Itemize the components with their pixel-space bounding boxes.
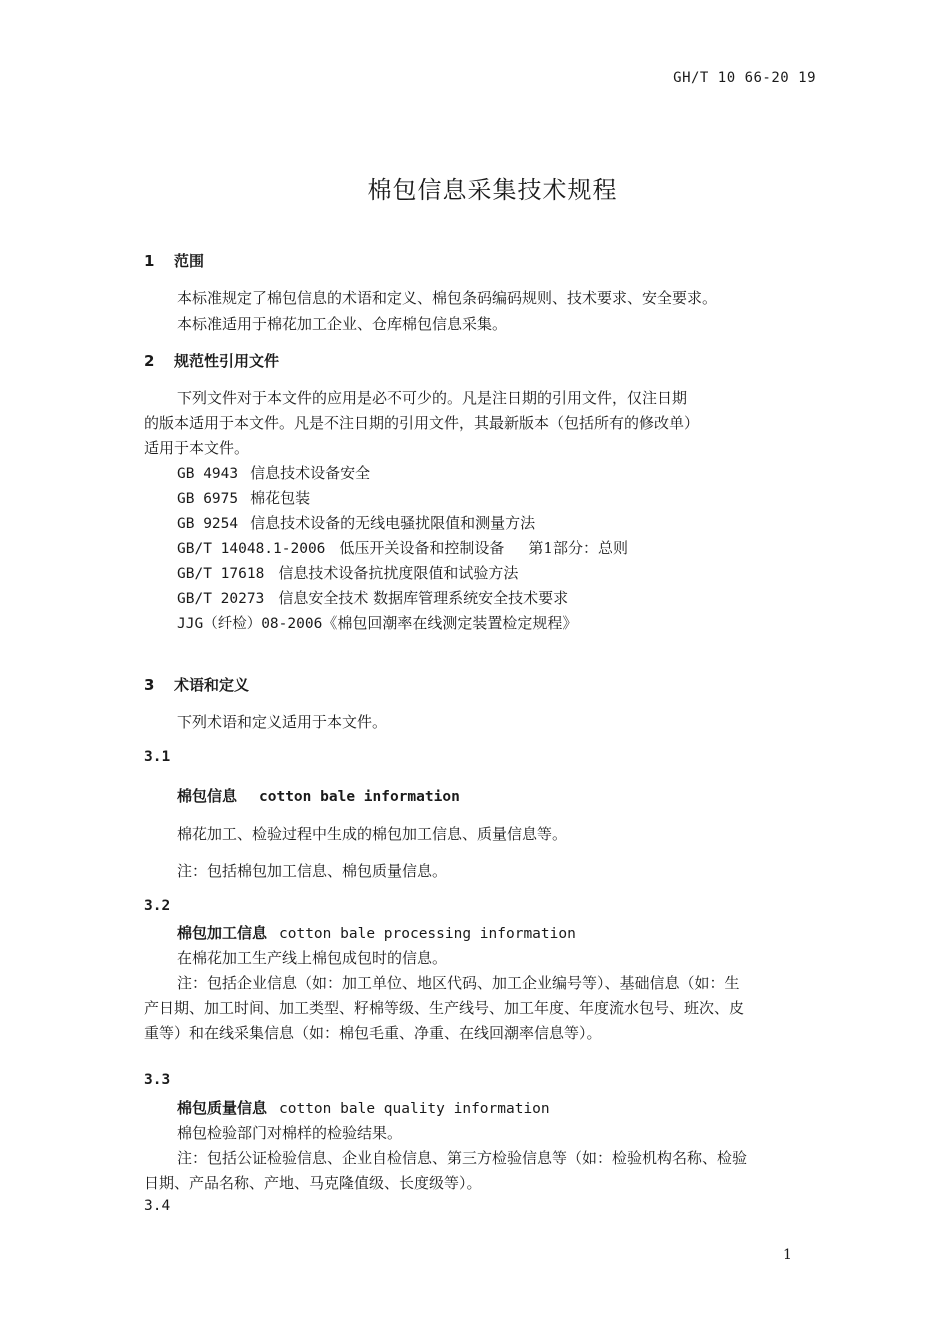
section-title: 术语和定义 (174, 676, 250, 694)
reference-code: JJG（纤检）08-2006 (177, 616, 323, 632)
reference-part: 第1部分：总则 (528, 539, 628, 557)
reference-item (177, 512, 535, 533)
term-number: 3.3 (144, 1072, 171, 1088)
term-note-line-1: 注：包括公证检验信息、企业自检信息、第三方检验信息等（如：检验机构名称、检验 (177, 1149, 748, 1167)
section-title: 范围 (174, 252, 205, 270)
references-intro-line-3: 适用于本文件。 (144, 439, 250, 457)
term-english: cotton bale processing information (279, 926, 576, 942)
reference-item (177, 587, 568, 608)
reference-code: GB/T 17618 (177, 566, 265, 582)
term-note: 注：包括棉包加工信息、棉包质量信息。 (177, 862, 448, 880)
term-chinese: 棉包信息 (177, 787, 238, 805)
term-note-line-1: 注：包括企业信息（如：加工单位、地区代码、加工企业编号等）、基础信息（如：生 (177, 974, 740, 992)
term-definition: 棉包检验部门对棉样的检验结果。 (177, 1124, 403, 1142)
term-number: 3.2 (144, 898, 171, 914)
term-heading (177, 922, 576, 943)
reference-item (177, 612, 577, 633)
reference-item (177, 462, 370, 483)
term-heading (177, 785, 460, 806)
page-number: 1 (783, 1247, 792, 1263)
scope-paragraph-1: 本标准规定了棉包信息的术语和定义、棉包条码编码规则、技术要求、安全要求。 (177, 289, 718, 307)
section-number: 2 (144, 352, 155, 370)
reference-code: GB 9254 (177, 516, 239, 532)
reference-title: 《棉包回潮率在线测定装置检定规程》 (322, 614, 578, 632)
section-title: 规范性引用文件 (174, 352, 280, 370)
document-title: 棉包信息采集技术规程 (367, 176, 618, 204)
reference-title: 信息技术设备抗扰度限值和试验方法 (278, 564, 519, 582)
reference-title: 低压开关设备和控制设备 (339, 539, 505, 557)
standard-code: GH/T 10 66-20 19 (673, 70, 816, 86)
term-english: cotton bale quality information (279, 1101, 550, 1117)
reference-item (177, 537, 628, 558)
section-2-heading (144, 350, 279, 371)
term-heading (177, 1097, 550, 1118)
reference-code: GB/T 20273 (177, 591, 265, 607)
reference-code: GB 4943 (177, 466, 239, 482)
reference-code: GB/T 14048.1-2006 (177, 541, 326, 557)
term-definition: 在棉花加工生产线上棉包成包时的信息。 (177, 949, 448, 967)
reference-title: 信息技术设备安全 (250, 464, 371, 482)
term-note-line-2: 日期、产品名称、产地、马克隆值级、长度级等）。 (144, 1174, 482, 1192)
references-intro-line-2: 的版本适用于本文件。凡是不注日期的引用文件，其最新版本（包括所有的修改单） (144, 414, 700, 432)
reference-item (177, 562, 518, 583)
reference-item (177, 487, 310, 508)
term-note-line-3: 重等）和在线采集信息（如：棉包毛重、净重、在线回潮率信息等）。 (144, 1024, 602, 1042)
term-number: 3.4 (144, 1198, 171, 1214)
reference-title: 棉花包装 (250, 489, 311, 507)
section-number: 3 (144, 676, 155, 694)
term-number: 3.1 (144, 749, 171, 765)
term-chinese: 棉包加工信息 (177, 924, 268, 942)
term-note-line-2: 产日期、加工时间、加工类型、籽棉等级、生产线号、加工年度、年度流水包号、班次、皮 (144, 999, 745, 1017)
scope-paragraph-2: 本标准适用于棉花加工企业、仓库棉包信息采集。 (177, 315, 508, 333)
section-number: 1 (144, 252, 155, 270)
reference-code: GB 6975 (177, 491, 239, 507)
references-intro-line-1: 下列文件对于本文件的应用是必不可少的。凡是注日期的引用文件，仅注日期 (177, 389, 688, 407)
term-definition: 棉花加工、检验过程中生成的棉包加工信息、质量信息等。 (177, 825, 568, 843)
terms-intro: 下列术语和定义适用于本文件。 (177, 713, 388, 731)
reference-title: 信息技术设备的无线电骚扰限值和测量方法 (250, 514, 536, 532)
term-english: cotton bale information (259, 789, 460, 805)
section-3-heading (144, 674, 249, 695)
reference-title: 信息安全技术 数据库管理系统安全技术要求 (278, 589, 569, 607)
term-chinese: 棉包质量信息 (177, 1099, 268, 1117)
section-1-heading (144, 250, 204, 271)
